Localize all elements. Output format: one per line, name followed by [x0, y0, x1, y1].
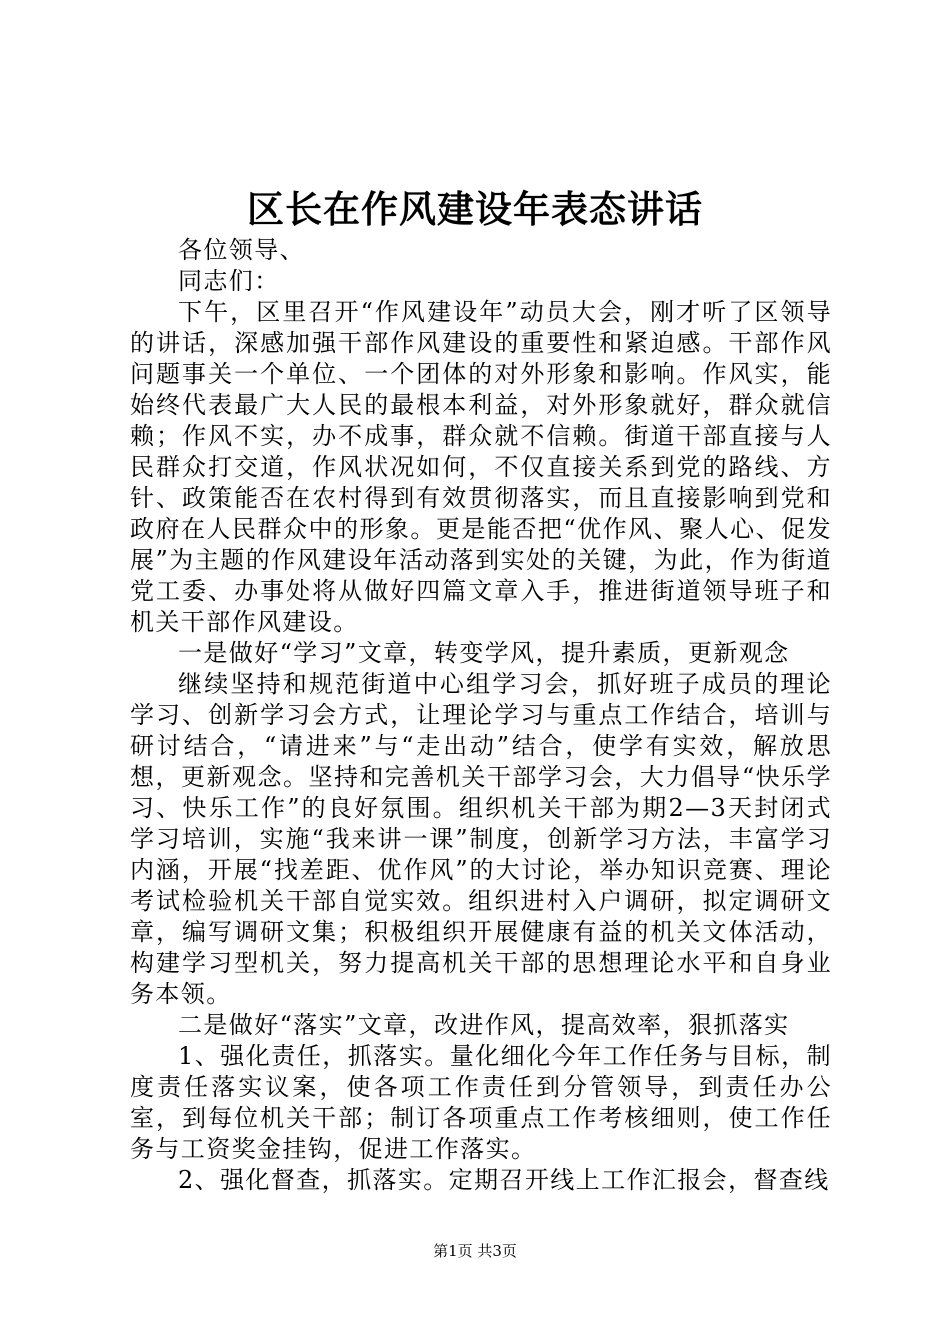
section-heading: 二是做好“落实”文章，改进作风，提高效率，狠抓落实 [178, 1011, 790, 1039]
page-number-footer: 第1页 共3页 [433, 1242, 517, 1260]
document-title: 区长在作风建设年表态讲话 [247, 187, 703, 231]
salutation-line-1: 各位领导、 [178, 236, 305, 264]
body-paragraph: 2、强化督查，抓落实。定期召开线上工作汇报会，督查线 [178, 1166, 830, 1194]
body-paragraph: 继续坚持和规范街道中心组学习会，抓好班子成员的理论学习、创新学习会方式，让理论学习与重点工作结合，培训与研讨结合，“请进来”与“走出动”结合，使学有实效，解放思想，更新观念。坚持和完善机关干部学习会，大力倡导“快乐学习、快乐工作”的良好氛围。组织机关干部为期2—3天封闭式学习培训，实施“我来讲一课”制度，创新学习方法，丰富学习内涵，开展“找差距、优作风”的大讨论，举办知识竞赛、理论考试检验机关干部自觉实效。组织进村入户调研，拟定调研文章，编写调研文集；积极组织开展健康有益的机关文体活动，构建学习型机关，努力提高机关干部的思想理论水平和自身业务本领。 [130, 670, 832, 1008]
salutation-line-2: 同志们： [178, 267, 280, 295]
section-heading: 一是做好“学习”文章，转变学风，提升素质，更新观念 [178, 639, 790, 667]
body-paragraph: 下午，区里召开“作风建设年”动员大会，刚才听了区领导的讲话，深感加强干部作风建设的重要性和紧迫感。干部作风问题事关一个单位、一个团体的对外形象和影响。作风实，能始终代表最广大人民的最根本利益，对外形象就好，群众就信赖；作风不实，办不成事，群众就不信赖。街道干部直接与人民群众打交道，作风状况如何，不仅直接关系到党的路线、方针、政策能否在农村得到有效贯彻落实，而且直接影响到党和政府在人民群众中的形象。更是能否把“优作风、聚人心、促发展”为主题的作风建设年活动落到实处的关键，为此，作为街道党工委、办事处将从做好四篇文章入手，推进街道领导班子和机关干部作风建设。 [130, 298, 832, 636]
document-body [130, 235, 832, 1196]
body-paragraph: 1、强化责任，抓落实。量化细化今年工作任务与目标，制度责任落实议案，使各项工作责任到分管领导，到责任办公室，到每位机关干部；制订各项重点工作考核细则，使工作任务与工资奖金挂钩，促进工作落实。 [130, 1042, 832, 1163]
